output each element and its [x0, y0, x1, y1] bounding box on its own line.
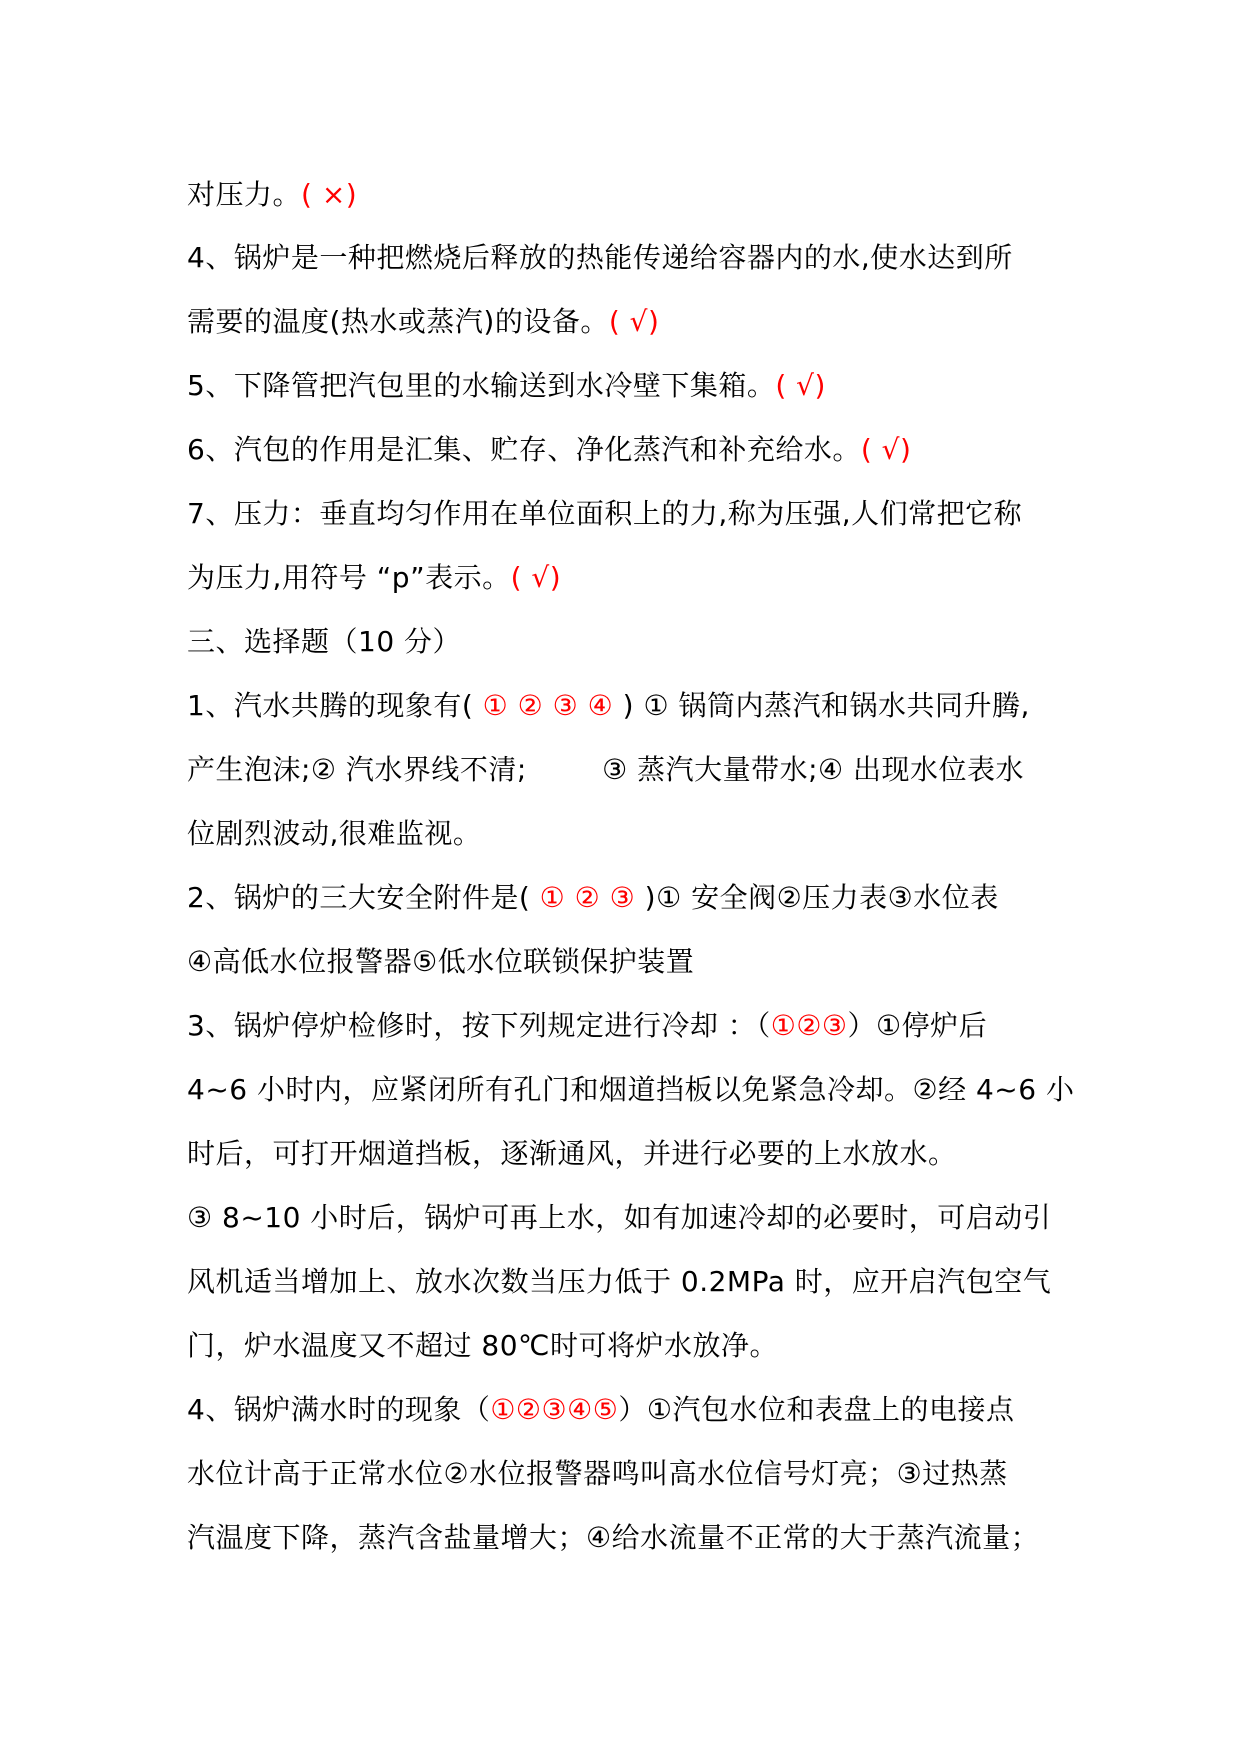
- text-segment: 汽温度下降，蒸汽含盐量增大；④给水流量不正常的大于蒸汽流量；: [187, 1521, 1040, 1554]
- text-segment: 需要的温度(热水或蒸汽)的设备。: [187, 305, 609, 338]
- text-segment: ④高低水位报警器⑤低水位联锁保护装置: [187, 945, 695, 978]
- text-segment: 2、锅炉的三大安全附件是(: [187, 881, 531, 914]
- text-segment: 为压力,用符号 “p”表示。: [187, 561, 511, 594]
- line-1: [187, 175, 357, 215]
- text-segment: 1、汽水共腾的现象有(: [187, 689, 474, 722]
- text-segment: 位剧烈波动,很难监视。: [187, 817, 482, 850]
- answer-mark: ①②③: [770, 1009, 848, 1042]
- answer-mark: ( √): [510, 561, 562, 594]
- answer-mark: ① ② ③: [530, 881, 645, 914]
- line-6: [187, 494, 1022, 534]
- text-segment: 3、锅炉停炉检修时，按下列规定进行冷却 ：（: [187, 1009, 771, 1042]
- line-19: [187, 1326, 778, 1366]
- text-segment: 风机适当增加上、放水次数当压力低于 0.2MPa 时，应开启汽包空气: [187, 1265, 1052, 1298]
- line-20: [187, 1390, 1014, 1430]
- line-12: [187, 878, 999, 918]
- text-segment: 时后，可打开烟道挡板，逐渐通风，并进行必要的上水放水。: [187, 1137, 957, 1170]
- line-4: [187, 366, 826, 406]
- answer-mark: ( ×): [301, 178, 358, 211]
- line-10: [187, 750, 1024, 790]
- text-segment: 门，炉水温度又不超过 80℃时可将炉水放净。: [187, 1329, 778, 1362]
- text-segment: ③ 8~10 小时后，锅炉可再上水，如有加速冷却的必要时，可启动引: [187, 1201, 1052, 1234]
- line-3: [187, 302, 659, 342]
- text-segment: ) ① 锅筒内蒸汽和锅水共同升腾,: [622, 689, 1030, 722]
- answer-mark: ( √): [775, 369, 826, 402]
- line-7: [187, 558, 561, 598]
- answer-mark: ( √): [608, 305, 660, 338]
- line-2: [187, 238, 1013, 278]
- text-segment: 对压力。: [187, 178, 302, 211]
- line-14: [187, 1006, 987, 1046]
- text-segment: 6、汽包的作用是汇集、贮存、净化蒸汽和补充给水。: [187, 433, 861, 466]
- line-13: [187, 942, 694, 982]
- line-5: [187, 430, 911, 470]
- text-segment: 4、锅炉满水时的现象（: [187, 1393, 491, 1426]
- line-18: [187, 1262, 1051, 1302]
- text-segment: 5、下降管把汽包里的水输送到水冷壁下集箱。: [187, 369, 776, 402]
- text-segment: 水位计高于正常水位②水位报警器鸣叫高水位信号灯亮；③过热蒸: [187, 1457, 1008, 1490]
- text-segment: 7、压力：垂直均匀作用在单位面积上的力,称为压强,人们常把它称: [187, 497, 1023, 530]
- text-segment: 4、锅炉是一种把燃烧后释放的热能传递给容器内的水,使水达到所: [187, 241, 1013, 274]
- text-segment: ）①停炉后: [847, 1009, 988, 1042]
- line-17: [187, 1198, 1051, 1238]
- answer-mark: ( √): [860, 433, 912, 466]
- line-21: [187, 1454, 1008, 1494]
- text-segment: )① 安全阀②压力表③水位表: [644, 881, 999, 914]
- answer-mark: ① ② ③ ④: [473, 689, 623, 722]
- answer-mark: ①②③④⑤: [490, 1393, 619, 1426]
- line-15: [187, 1070, 1075, 1110]
- line-16: [187, 1134, 957, 1174]
- section-heading: [187, 622, 461, 662]
- line-9: [187, 686, 1030, 726]
- text-segment: 产生泡沫;② 汽水界线不清; ③ 蒸汽大量带水;④ 出现水位表水: [187, 753, 1025, 786]
- text-segment: 三、选择题（10 分）: [187, 625, 462, 658]
- line-22: [187, 1518, 1039, 1558]
- line-11: [187, 814, 481, 854]
- text-segment: ）①汽包水位和表盘上的电接点: [618, 1393, 1015, 1426]
- text-segment: 4~6 小时内，应紧闭所有孔门和烟道挡板以免紧急冷却。②经 4~6 小: [187, 1073, 1075, 1106]
